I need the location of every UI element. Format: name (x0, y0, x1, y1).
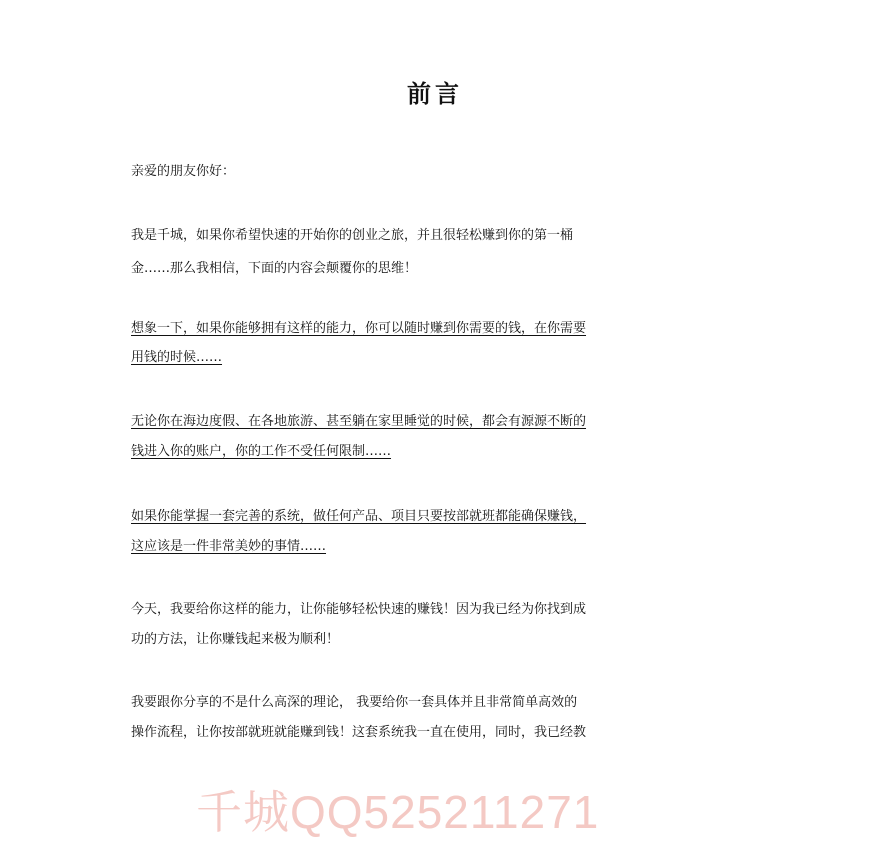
paragraph-line: 功的方法，让你赚钱起来极为顺利！ (131, 632, 340, 647)
paragraph-6 (131, 693, 743, 743)
paragraph-2 (131, 319, 743, 368)
paragraph-line: 操作流程，让你按部就班就能赚到钱！这套系统我一直在使用，同时，我已经教 (131, 725, 587, 740)
paragraph-5 (131, 600, 743, 650)
watermark-text: 千城QQ525211271 (196, 786, 600, 838)
paragraph-line: 想象一下，如果你能够拥有这样的能力，你可以随时赚到你需要的钱，在你需要 (131, 321, 587, 336)
paragraph-line: 我要跟你分享的不是什么高深的理论， 我要给你一套具体并且非常简单高效的 (131, 695, 578, 710)
paragraph-line: 我是千城，如果你希望快速的开始你的创业之旅，并且很轻松赚到你的第一桶 (131, 228, 574, 243)
greeting-line: 亲爱的朋友你好： (131, 164, 236, 179)
paragraph-line: 无论你在海边度假、在各地旅游、甚至躺在家里睡觉的时候，都会有源源不断的 (131, 414, 587, 429)
paragraph-line: 这应该是一件非常美妙的事情…… (131, 539, 327, 554)
paragraph-line: 金……那么我相信，下面的内容会颠覆你的思维！ (131, 261, 418, 276)
paragraph-line: 如果你能掌握一套完善的系统，做任何产品、项目只要按部就班都能确保赚钱， (131, 509, 587, 524)
page-title: 前言 (407, 79, 463, 108)
paragraph-1 (131, 226, 743, 279)
paragraph-4 (131, 507, 743, 557)
paragraph-line: 用钱的时候…… (131, 350, 223, 365)
paragraph-3 (131, 412, 743, 462)
paragraph-line: 钱进入你的账户，你的工作不受任何限制…… (131, 444, 392, 459)
paragraph-line: 今天，我要给你这样的能力，让你能够轻松快速的赚钱！因为我已经为你找到成 (131, 602, 587, 617)
